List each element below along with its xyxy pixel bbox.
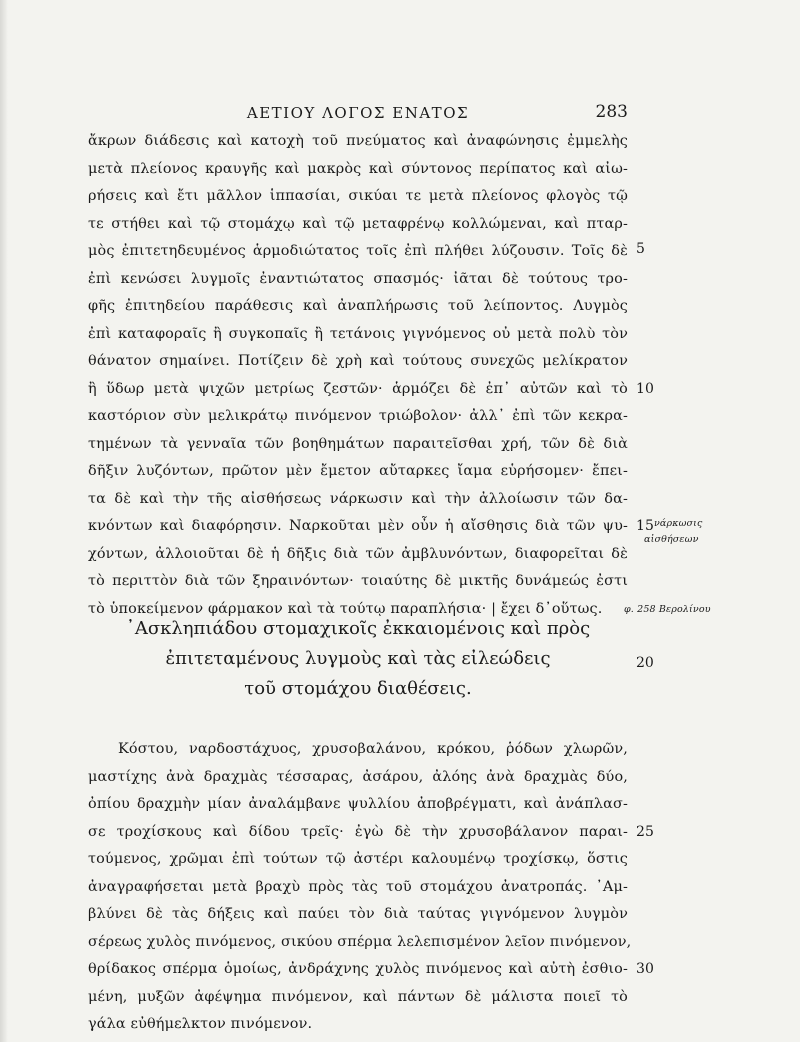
text-line: τὸ περιττὸν διὰ τῶν ξηραινόντων· τοιαύτης δὲ μικτῆς δυνάμεώς ἐστι bbox=[88, 573, 628, 589]
text-line: Κόστου, ναρδοστάχυος, χρυσοβαλάνου, κρόκου, ῥόδων χλωρῶν, bbox=[118, 741, 628, 757]
text-line-with-number bbox=[88, 956, 655, 984]
text-line-with-number bbox=[88, 376, 655, 404]
heading-line: τοῦ στομάχου διαθέσεις. bbox=[244, 678, 472, 699]
text-line: θάνατον σημαίνει. Ποτίζειν δὲ χρὴ καὶ τούτους συνεχῶς μελίκρατον bbox=[88, 353, 628, 369]
text-line: δῆξιν λυζόντων, πρῶτον μὲν ἔμετον αὔταρκες ἴαμα εὑρήσομεν· ἔπει- bbox=[88, 463, 628, 479]
line-number-10: 10 bbox=[636, 380, 655, 397]
text-block-1 bbox=[88, 128, 711, 623]
running-header bbox=[88, 104, 628, 130]
text-block-2 bbox=[88, 736, 655, 1039]
line-number-5: 5 bbox=[636, 241, 646, 257]
text-line-content: ἢ ὕδωρ μετὰ ψιχῶν μετρίως ζεστῶν· ἁρμόζει δὲ ἐπ᾽ αὐτῶν καὶ τὸ bbox=[88, 380, 628, 397]
heading-line-with-number bbox=[88, 644, 654, 674]
text-line: μαστίχης ἀνὰ δραχμὰς τέσσαρας, ἀσάρου, ἀλόης ἀνὰ δραχμὰς δύο, bbox=[88, 768, 628, 785]
margin-note: νάρκωσις bbox=[654, 518, 703, 529]
running-title: ΑΕΤΙΟΥ ΛΟΓΟΣ ΕΝΑΤΟΣ bbox=[246, 104, 470, 122]
text-line: ρήσεις καὶ ἔτι μᾶλλον ἱππασίαι, σικύαι τε μετὰ πλείονος φλογὸς τῷ bbox=[88, 188, 628, 204]
text-line: μετὰ πλείονος κραυγῆς καὶ μακρὸς καὶ σύντονος περίπατος καὶ αἰω- bbox=[88, 160, 628, 177]
text-line-with-note bbox=[88, 533, 699, 569]
text-line: ὀπίου δραχμὴν μίαν ἀναλάμβανε ψυλλίου ἀποβρέγματι, καὶ ἀνάπλασ- bbox=[88, 796, 628, 812]
text-line: καστόριον σὺν μελικράτῳ πινόμενον τριώβολον· ἀλλ᾽ ἐπὶ τῶν κεκρα- bbox=[88, 408, 628, 424]
text-line: ἀναγραφήσεται μετὰ βραχὺ πρὸς τὰς τοῦ στομάχου ἀνατροπάς. ᾽Αμ- bbox=[88, 878, 628, 895]
text-line-content: σε τροχίσκους καὶ δίδου τρεῖς· ἐγὼ δὲ τὴν χρυσοβάλανον παραι- bbox=[88, 823, 628, 840]
text-line: ἐπὶ καταφοραῖς ἢ συγκοπαῖς ἢ τετάνοις γιγνόμενος οὐ μετὰ πολὺ τὸν bbox=[88, 325, 628, 342]
line-number-15: 15 bbox=[636, 518, 655, 534]
margin-note: αἰσθήσεων bbox=[644, 533, 699, 545]
text-line-content: χόντων, ἀλλοιοῦται δὲ ἡ δῆξις διὰ τῶν ἀμβλυνόντων, διαφορεῖται δὲ bbox=[88, 545, 628, 562]
text-line: ἄκρων διάδεσις καὶ κατοχὴ τοῦ πνεύματος καὶ ἀναφώνησις ἐμμελὴς bbox=[88, 133, 628, 149]
text-line-content: τὸ ὑποκείμενον φάρμακον καὶ τὰ τούτῳ παραπλήσια· | ἔχει δ᾽οὕτως. bbox=[88, 600, 603, 617]
text-line-content: μὸς ἐπιτετηδευμένος ἁρμοδιώτατος τοῖς ἐπὶ πλήθει λύζουσιν. Τοῖς δὲ bbox=[88, 243, 628, 259]
text-line: φῆς ἐπιτηδείου παράθεσις καὶ ἀναπλήρωσις τοῦ λείποντος. Λυγμὸς bbox=[88, 298, 628, 314]
heading-line: ᾽Ασκληπιάδου στομαχικοῖς ἐκκαιομένοις καὶ πρὸς bbox=[125, 618, 591, 639]
text-line: τημένων τὰ γενναῖα τῶν βοηθημάτων παραιτεῖσθαι χρή, τῶν δὲ διὰ bbox=[88, 435, 628, 452]
text-line: γάλα εὐθήμελκτον πινόμενον. bbox=[88, 1016, 313, 1032]
heading-line-content: ἐπιτεταμένους λυγμοὺς καὶ τὰς εἰλεώδεις bbox=[165, 648, 551, 669]
text-line: τούμενος, χρῶμαι ἐπὶ τούτων τῷ ἀστέρι καλουμένῳ τροχίσκῳ, ὅστις bbox=[88, 851, 628, 867]
line-number-25: 25 bbox=[636, 823, 655, 840]
text-line: τε στήθει καὶ τῷ στομάχῳ καὶ τῷ μεταφρένῳ κολλώμεναι, καὶ πταρ- bbox=[88, 215, 628, 232]
text-line-content: θρίδακος σπέρμα ὁμοίως, ἀνδράχνης χυλὸς πινόμενος καὶ αὐτὴ ἐσθιο- bbox=[88, 961, 628, 977]
text-line: βλύνει δὲ τὰς δήξεις καὶ παύει τὸν διὰ ταύτας γιγνόμενον λυγμὸν bbox=[88, 906, 628, 922]
text-line: ἐπὶ κενώσει λυγμοῖς ἐναντιώτατος σπασμός· ἰᾶται δὲ τούτους τρο- bbox=[88, 270, 628, 287]
folio-note: φ. 258 Βερολίνου bbox=[624, 603, 711, 615]
scan-edge-shadow bbox=[0, 0, 8, 1042]
text-line: μένη, μυξῶν ἀφέψημα πινόμενον, καὶ πάντων δὲ μάλιστα ποιεῖ τὸ bbox=[88, 988, 628, 1005]
text-line-with-number bbox=[88, 238, 646, 266]
text-line-with-number bbox=[88, 819, 655, 847]
text-line: τα δὲ καὶ τὴν τῆς αἰσθήσεως νάρκωσιν καὶ τὴν ἀλλοίωσιν τῶν δα- bbox=[88, 490, 628, 507]
line-number-20: 20 bbox=[636, 655, 654, 671]
text-line-content: κνόντων καὶ διαφόρησιν. Ναρκοῦται μὲν οὖν ἡ αἴσθησις διὰ τῶν ψυ- bbox=[88, 518, 628, 534]
page-number: 283 bbox=[595, 102, 628, 122]
line-number-30: 30 bbox=[636, 961, 655, 977]
section-heading bbox=[88, 614, 654, 704]
text-line: σέρεως χυλὸς πινόμενος, σικύου σπέρμα λελεπισμένον λεῖον πινόμενον, bbox=[88, 933, 632, 950]
